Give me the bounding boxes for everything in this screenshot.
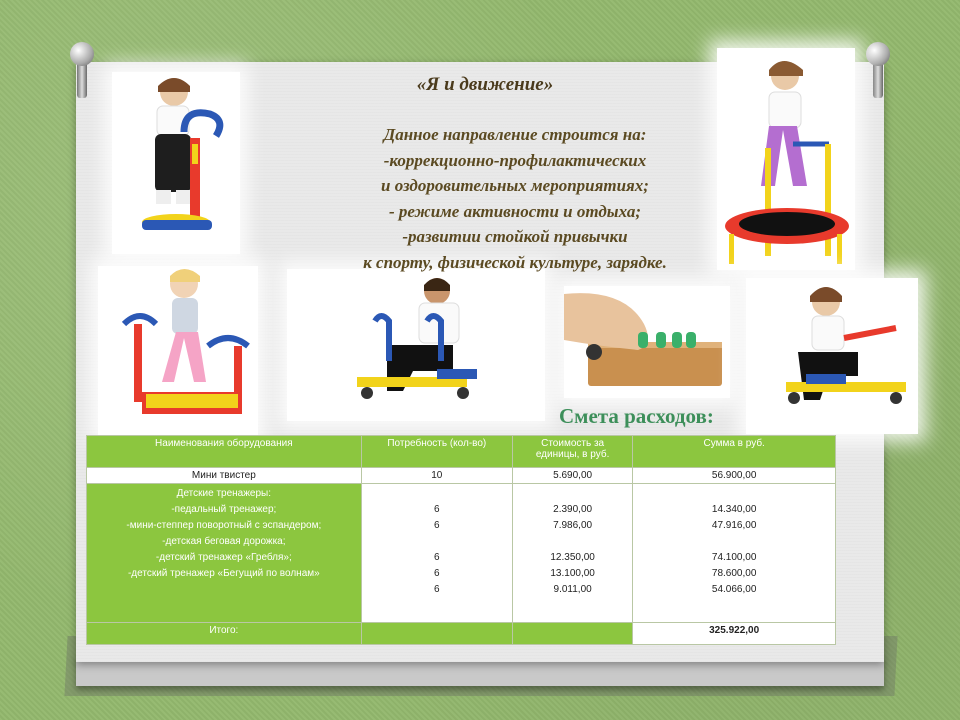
total-value: 325.922,00 <box>633 623 836 645</box>
item-name: -детская беговая дорожка; <box>162 536 286 547</box>
header-cell <box>512 436 632 468</box>
item-name: -детский тренажер «Бегущий по волнам» <box>127 568 320 579</box>
qty-value: 6 <box>434 504 440 515</box>
table-cell: 56.900,00 <box>633 468 836 484</box>
photo-rowing-boy <box>287 269 545 421</box>
photo-mini-twister <box>112 72 240 254</box>
sum-value: 14.340,00 <box>711 504 757 515</box>
price-value: 9.011,00 <box>553 584 592 595</box>
item-name: -детский тренажер «Гребля»; <box>155 552 292 563</box>
price-value: 2.390,00 <box>553 504 593 515</box>
item-name: -мини-степпер поворотный с эспандером; <box>126 520 322 531</box>
description-line: -коррекционно-профилактических <box>383 150 647 170</box>
header-cell: Сумма в руб. <box>633 436 836 468</box>
sum-value: 78.600,00 <box>711 568 757 579</box>
total-label: Итого: <box>87 623 362 645</box>
qty-value: 6 <box>434 584 440 595</box>
description-line: Данное направление строится на: <box>383 125 647 144</box>
price-value: 7.986,00 <box>553 520 593 531</box>
table-cell: Мини твистер <box>87 468 362 484</box>
cost-table <box>86 435 836 645</box>
header-cell: Наименования оборудования <box>87 436 362 468</box>
sum-value: 74.100,00 <box>711 552 757 563</box>
table-cell <box>512 484 632 623</box>
qty-value: 6 <box>434 568 440 579</box>
photo-rowing-girl <box>746 278 918 434</box>
description-line: к спорту, физической культуре, зарядке. <box>363 252 667 272</box>
qty-value: 6 <box>434 552 440 563</box>
table-cell <box>361 484 512 623</box>
table-row <box>87 484 836 623</box>
table-cell <box>633 484 836 623</box>
photo-hand-expander <box>564 286 730 398</box>
sum-value: 54.066,00 <box>711 584 757 595</box>
estimate-heading: Смета расходов: <box>559 404 714 428</box>
item-name: Детские тренажеры: <box>176 488 272 499</box>
pushpin-icon <box>70 42 94 102</box>
item-name: -педальный тренажер; <box>171 504 277 515</box>
table-header-row <box>87 436 836 468</box>
table-cell: 5.690,00 <box>512 468 632 484</box>
description-line: - режиме активности и отдыха; <box>388 201 642 221</box>
table-row <box>87 468 836 484</box>
pushpin-icon <box>866 42 890 102</box>
table-cell <box>361 623 512 645</box>
page-title: «Я и движение» <box>416 74 554 95</box>
table-total-row <box>87 623 836 645</box>
qty-value: 6 <box>434 520 440 531</box>
price-value: 12.350,00 <box>550 552 595 563</box>
description <box>300 122 730 275</box>
photo-treadmill <box>98 266 258 436</box>
description-line: -развитии стойкой привычки <box>402 227 628 246</box>
photo-trampoline <box>717 48 855 270</box>
table-cell: 10 <box>361 468 512 484</box>
price-value: 13.100,00 <box>550 568 595 579</box>
header-text: Стоимость за единицы, в руб. <box>535 438 610 460</box>
table-cell <box>87 484 362 623</box>
description-line: и оздоровительных мероприятиях; <box>381 176 649 195</box>
sum-value: 47.916,00 <box>711 520 757 531</box>
table-cell <box>512 623 632 645</box>
header-cell: Потребность (кол-во) <box>361 436 512 468</box>
